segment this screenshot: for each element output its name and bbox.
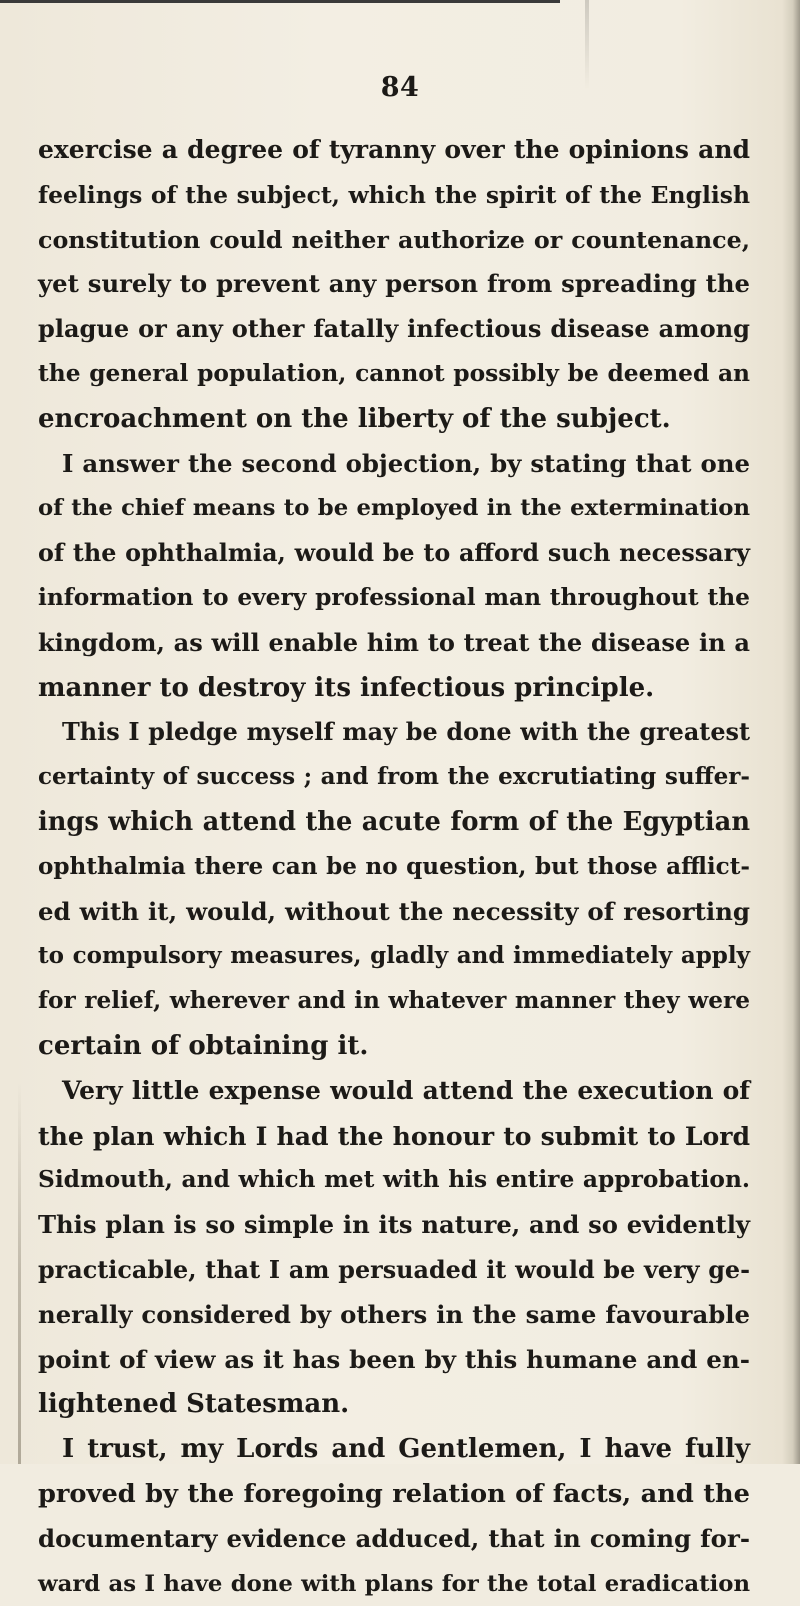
text-line: exercise a degree of tyranny over the opinions and <box>38 128 750 173</box>
page-top-rule <box>0 0 560 3</box>
text-line: information to every professional man throughout the <box>38 576 750 621</box>
text-line: feelings of the subject, which the spirit of the English <box>38 173 750 218</box>
body-text <box>38 128 750 1606</box>
binding-edge-shadow <box>18 1080 21 1464</box>
text-line: documentary evidence adduced, that in coming for- <box>38 1517 750 1562</box>
text-line: certainty of success ; and from the excrutiating suffer- <box>38 755 750 800</box>
text-line: Very little expense would attend the execution of <box>38 1069 750 1114</box>
text-line: of the chief means to be employed in the extermination <box>38 486 750 531</box>
page-number: 84 <box>0 72 800 103</box>
page-edge-shadow <box>782 0 800 1464</box>
text-line: of the ophthalmia, would be to afford such necessary <box>38 531 750 576</box>
text-line: plague or any other fatally infectious disease among <box>38 307 750 352</box>
text-line: the general population, cannot possibly be deemed an <box>38 352 750 397</box>
text-line: This plan is so simple in its nature, and so evidently <box>38 1203 750 1248</box>
text-line: I answer the second objection, by stating that one <box>38 442 750 487</box>
text-line: ward as I have done with plans for the total eradication <box>38 1562 750 1606</box>
text-line: This I pledge myself may be done with the greatest <box>38 710 750 755</box>
text-line: ophthalmia there can be no question, but those afflict- <box>38 845 750 890</box>
text-line: for relief, wherever and in whatever manner they were <box>38 979 750 1024</box>
text-line: certain of obtaining it. <box>38 1024 750 1069</box>
text-line: the plan which I had the honour to submit to Lord <box>38 1114 750 1159</box>
text-line: Sidmouth, and which met with his entire approbation. <box>38 1158 750 1203</box>
text-line: practicable, that I am persuaded it would be very ge- <box>38 1248 750 1293</box>
text-line: manner to destroy its infectious principle. <box>38 666 750 711</box>
text-line: constitution could neither authorize or countenance, <box>38 218 750 263</box>
text-line: kingdom, as will enable him to treat the disease in a <box>38 621 750 666</box>
text-line: yet surely to prevent any person from spreading the <box>38 262 750 307</box>
text-line: to compulsory measures, gladly and immediately apply <box>38 934 750 979</box>
text-line: lightened Statesman. <box>38 1382 750 1427</box>
text-line: point of view as it has been by this humane and en- <box>38 1338 750 1383</box>
text-line: encroachment on the liberty of the subject. <box>38 397 750 442</box>
text-line: ings which attend the acute form of the Egyptian <box>38 800 750 845</box>
text-line: ed with it, would, without the necessity of resorting <box>38 890 750 935</box>
text-line: nerally considered by others in the same favourable <box>38 1293 750 1338</box>
text-line: proved by the foregoing relation of facts, and the <box>38 1472 750 1517</box>
text-line: I trust, my Lords and Gentlemen, I have fully <box>38 1427 750 1472</box>
